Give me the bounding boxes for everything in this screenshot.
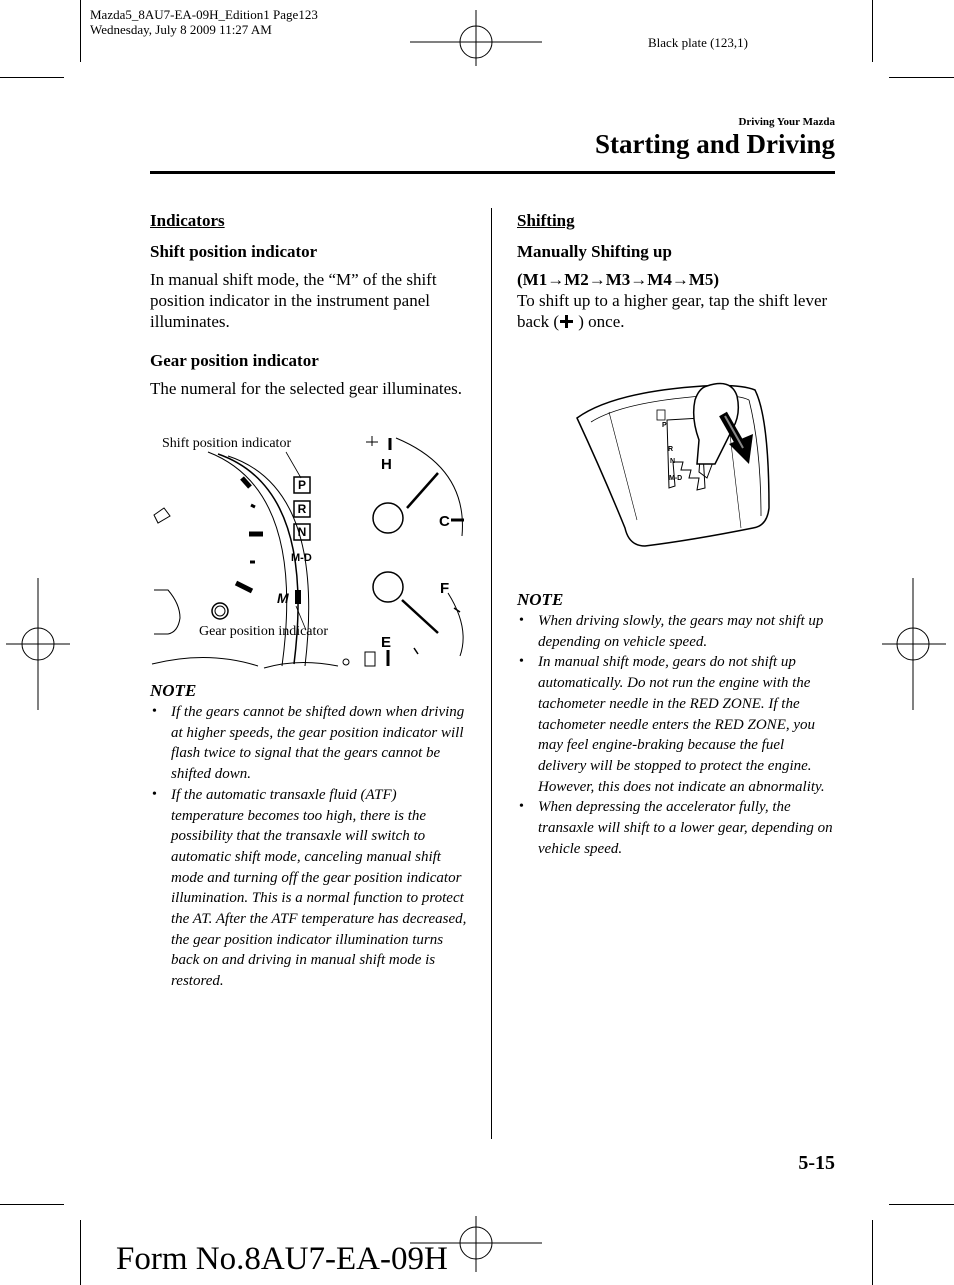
- gear-indicator-label: Gear position indicator: [199, 624, 329, 639]
- letter-c: C: [439, 513, 450, 530]
- right-note: [517, 590, 835, 859]
- crop-mark: [872, 1220, 873, 1285]
- letter-r: R: [297, 502, 307, 516]
- left-note-title: NOTE: [150, 681, 197, 700]
- crop-mark: [889, 1204, 954, 1205]
- title-rule: [150, 171, 835, 174]
- print-header-line2: Wednesday, July 8 2009 11:27 AM: [90, 22, 272, 37]
- indicators-heading: Indicators: [150, 211, 225, 230]
- gear-position-heading: Gear position indicator: [150, 351, 319, 370]
- letter-e: E: [381, 634, 392, 651]
- form-number-footer: Form No.8AU7-EA-09H: [116, 1241, 448, 1277]
- left-column: [150, 211, 470, 399]
- note-item: • If the gears cannot be shifted down when driving at higher speeds, the gear position indicator will flash twice to signal that the gears cannot be shifted down.: [150, 702, 470, 785]
- plus-icon: [560, 315, 573, 328]
- crop-mark: [80, 1220, 81, 1285]
- letter-n: N: [297, 525, 307, 539]
- lever-letter-md: M-D: [669, 475, 683, 482]
- registration-mark-left: [6, 578, 70, 710]
- right-note-list: [517, 611, 835, 859]
- left-note-list: [150, 702, 470, 992]
- registration-mark-top: [410, 6, 542, 68]
- plate-label: Black plate (123,1): [648, 35, 748, 50]
- crop-mark: [80, 0, 81, 62]
- page-title: Starting and Driving: [594, 129, 835, 159]
- note-item: • If the automatic transaxle fluid (ATF) temperature becomes too high, there is the possibility that the transaxle will switch to automatic shift mode, canceling manual shift mode and turning off the gear position indicator illumination. This is a normal function to protect the AT. After the ATF temperature has decreased, the gear position indicator illumination turns back on and driving in manual shift mode is restored.: [150, 785, 470, 992]
- lever-letter-p: P: [662, 422, 667, 429]
- note-item: • In manual shift mode, gears do not shift up automatically. Do not run the engine with the tachometer needle in the RED ZONE. If the tachometer needle enters the RED ZONE, you may feel engine-braking because the fuel delivery will be stopped to protect the engine. However, this does not indicate an abnormality.: [517, 652, 835, 797]
- shift-lever-figure: [573, 378, 773, 550]
- section-label: Driving Your Mazda: [738, 116, 835, 128]
- shift-indicator-label: Shift position indicator: [162, 436, 292, 451]
- letter-f: F: [440, 580, 450, 597]
- print-header: [90, 7, 318, 37]
- letter-p: P: [297, 478, 306, 492]
- registration-mark-right: [882, 578, 946, 710]
- lever-letter-n: N: [670, 458, 676, 465]
- note-item: • When driving slowly, the gears may not shift up depending on vehicle speed.: [517, 611, 835, 652]
- shift-up-text-before: To shift up to a higher gear, tap the shift lever back (: [517, 291, 828, 331]
- page-number: 5-15: [798, 1152, 835, 1174]
- letter-md: M-D: [291, 552, 312, 564]
- crop-mark: [0, 77, 64, 78]
- print-header-line1: Mazda5_8AU7-EA-09H_Edition1 Page123: [90, 7, 318, 22]
- gear-position-text: The numeral for the selected gear illuminates.: [150, 379, 463, 398]
- crop-mark: [889, 77, 954, 78]
- right-column: [517, 211, 835, 332]
- column-divider: [491, 208, 492, 1139]
- shifting-heading: Shifting: [517, 211, 575, 230]
- instrument-cluster-figure: [148, 428, 470, 672]
- crop-mark: [872, 0, 873, 62]
- shift-position-text: In manual shift mode, the “M” of the shift position indicator in the instrument panel illuminates.: [150, 270, 437, 331]
- left-note: [150, 681, 470, 992]
- note-item: • When depressing the accelerator fully, the transaxle will shift to a lower gear, depending on vehicle speed.: [517, 797, 835, 859]
- shift-up-text: [517, 290, 835, 332]
- gear-sequence: (M1→M2→M3→M4→M5): [517, 270, 720, 289]
- crop-mark: [0, 1204, 64, 1205]
- lever-letter-r: R: [668, 446, 674, 453]
- letter-m: M: [277, 590, 289, 606]
- letter-h: H: [381, 456, 392, 473]
- manual-shift-up-heading: Manually Shifting up: [517, 242, 672, 261]
- shift-position-heading: Shift position indicator: [150, 242, 318, 261]
- right-note-title: NOTE: [517, 590, 564, 609]
- shift-up-text-after: ) once.: [574, 312, 625, 331]
